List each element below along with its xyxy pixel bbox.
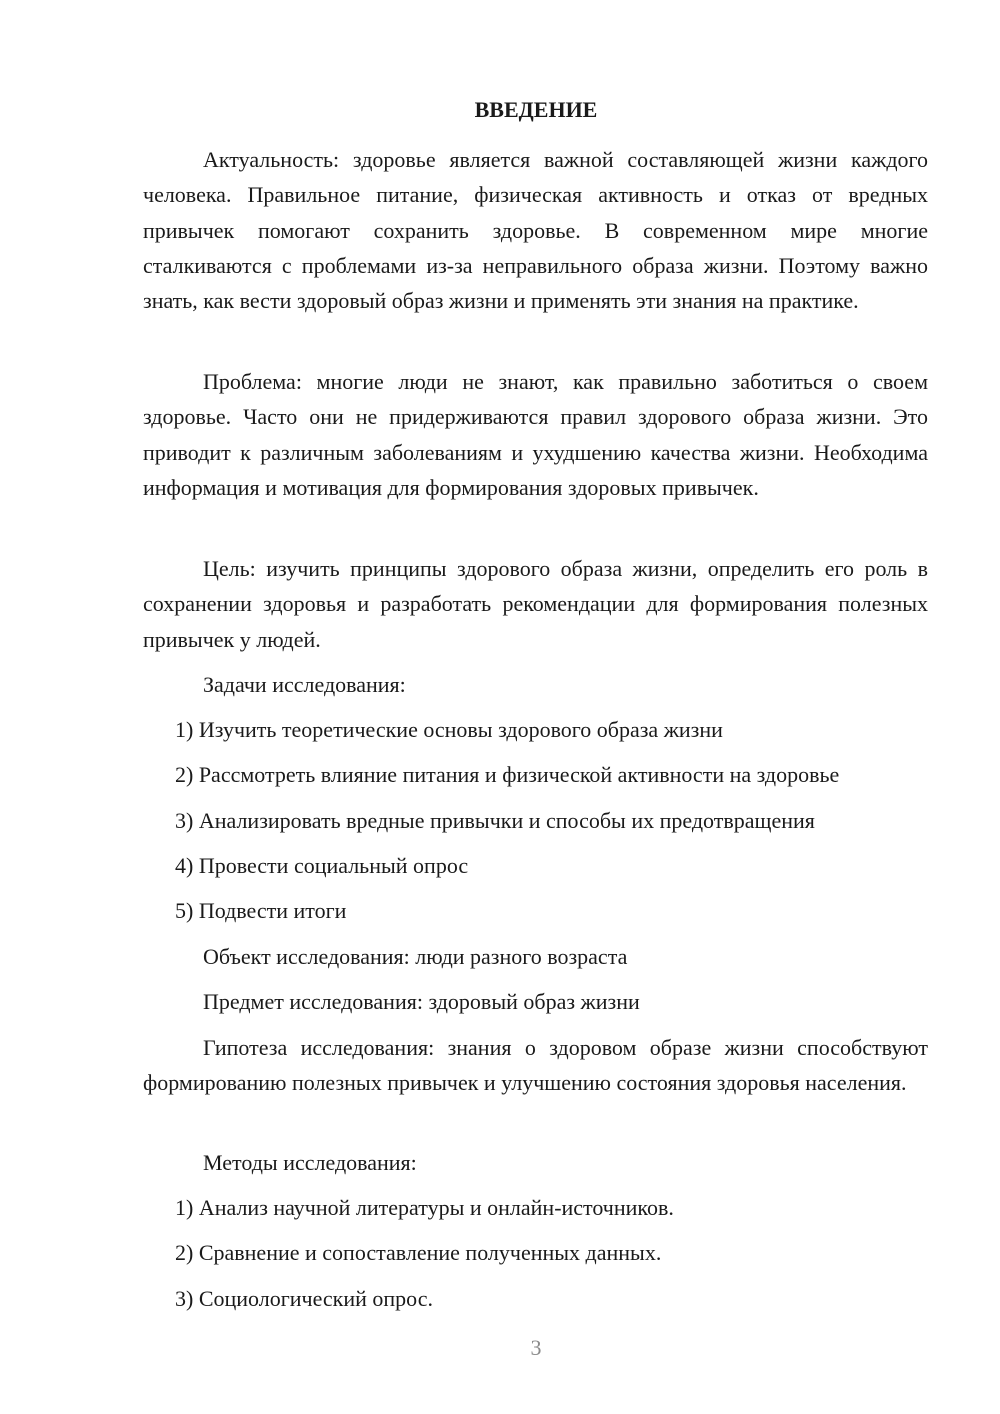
method-item: 3) Социологический опрос.	[175, 1286, 433, 1311]
page-title: ВВЕДЕНИЕ	[474, 97, 598, 122]
task-item: 3) Анализировать вредные привычки и способы их предотвращения	[175, 808, 815, 833]
methods-heading: Методы исследования:	[203, 1150, 417, 1175]
problem-paragraph: Проблема: многие люди не знают, как правильно заботиться о своем здоровье. Часто они не придерживаются правил здорового образа жизни. Это приводит к различным заболеваниям и ухудшению качества жизни. Необходима информация и мотивация для формирования здоровых привычек.	[143, 369, 928, 500]
task-item: 1) Изучить теоретические основы здорового образа жизни	[175, 717, 723, 742]
research-object: Объект исследования: люди разного возраста	[203, 944, 628, 969]
goal-paragraph: Цель: изучить принципы здорового образа жизни, определить его роль в сохранении здоровья и разработать рекомендации для формирования полезных привычек у людей.	[143, 556, 928, 652]
hypothesis-paragraph: Гипотеза исследования: знания о здоровом образе жизни способствуют формированию полезных привычек и улучшению состояния здоровья населения.	[143, 1035, 928, 1096]
task-item: 5) Подвести итоги	[175, 898, 347, 923]
method-item: 2) Сравнение и сопоставление полученных данных.	[175, 1240, 662, 1265]
tasks-heading: Задачи исследования:	[203, 672, 406, 697]
method-item: 1) Анализ научной литературы и онлайн-источников.	[175, 1195, 674, 1220]
task-item: 2) Рассмотреть влияние питания и физической активности на здоровье	[175, 762, 840, 787]
task-item: 4) Провести социальный опрос	[175, 853, 469, 878]
research-subject: Предмет исследования: здоровый образ жизни	[203, 989, 640, 1014]
relevance-paragraph: Актуальность: здоровье является важной составляющей жизни каждого человека. Правильное питание, физическая активность и отказ от вредных привычек помогают сохранить здоровье. В современном мире многие сталкиваются с проблемами из-за неправильного образа жизни. Поэтому важно знать, как вести здоровый образ жизни и применять эти знания на практике.	[143, 147, 928, 314]
page-number: 3	[530, 1335, 542, 1360]
